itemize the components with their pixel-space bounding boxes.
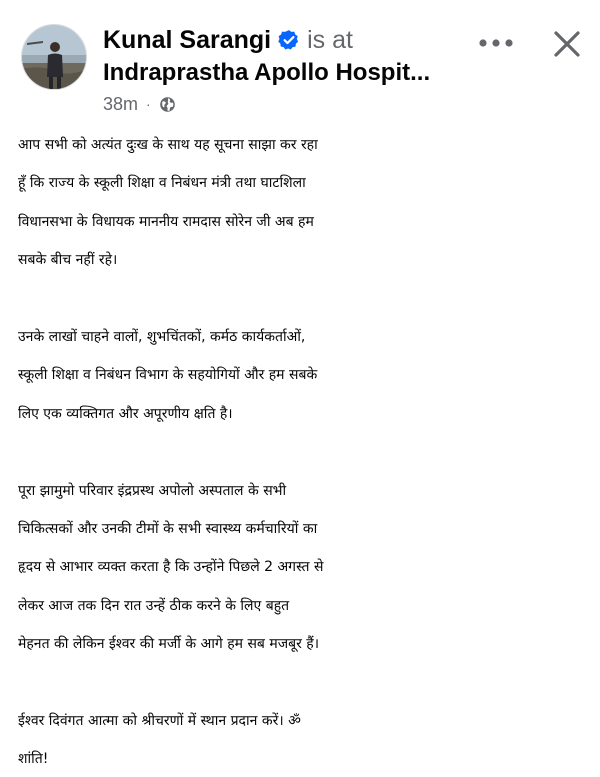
post-text-line: मेहनत की लेकिन ईश्वर की मर्जी के आगे हम सब मजबूर हैं।: [18, 636, 320, 653]
post-text-line: आप सभी को अत्यंत दुःख के साथ यह सूचना साझा कर रहा: [18, 137, 318, 153]
post-paragraph-1: [18, 126, 590, 280]
post-meta: [103, 92, 176, 116]
post-text-line: हूँ कि राज्य के स्कूली शिक्षा व निबंधन मंत्री तथा घाटशिला: [18, 175, 306, 192]
post-text-line: ईश्वर दिवंगत आत्मा को श्रीचरणों में स्थान प्रदान करें। ॐ: [18, 712, 301, 729]
post-timestamp[interactable]: 38m: [103, 93, 139, 114]
author-line: [103, 22, 353, 58]
close-button[interactable]: [545, 22, 589, 66]
more-horizontal-icon: [478, 38, 514, 48]
paragraph-spacer: [18, 663, 590, 701]
author-name[interactable]: Kunal Sarangi: [103, 25, 272, 54]
post-text-line: स्कूली शिक्षा व निबंधन विभाग के सहयोगियों और हम सबके: [18, 367, 318, 384]
post-text-line: सबके बीच नहीं रहे।: [18, 252, 118, 269]
post-text-line: लेकर आज तक दिन रात उन्हें ठीक करने के लिए बहुत: [18, 597, 290, 614]
post-text-line: हृदय से आभार व्यक्त करता है कि उन्होंने पिछले 2 अगस्त से: [18, 559, 324, 576]
post-text-line: विधानसभा के विधायक माननीय रामदास सोरेन जी अब हम: [18, 213, 314, 230]
is-at-text: is at: [307, 25, 353, 54]
meta-separator: ·: [146, 96, 151, 112]
post-text-line: चिकित्सकों और उनकी टीमों के सभी स्वास्थ्य कर्मचारियों का: [18, 520, 318, 537]
post-text-line: लिए एक व्यक्तिगत और अपूरणीय क्षति है।: [18, 405, 233, 422]
post-paragraph-4: [18, 702, 590, 777]
post-paragraph-3: [18, 472, 590, 664]
close-icon: [552, 29, 582, 59]
post-text-line: उनके लाखों चाहने वालों, शुभचिंतकों, कर्मठ कार्यकर्ताओं,: [18, 328, 306, 345]
more-options-button[interactable]: [472, 28, 520, 58]
location-link[interactable]: Indraprastha Apollo Hospit...: [103, 59, 431, 86]
post-text-line: पूरा झामुमो परिवार इंद्रप्रस्थ अपोलो अस्पताल के सभी: [18, 482, 287, 499]
paragraph-spacer: [18, 280, 590, 318]
verified-badge-icon: [278, 29, 300, 51]
paragraph-spacer: [18, 433, 590, 471]
avatar-photo: [22, 25, 87, 90]
post-body: [18, 126, 590, 777]
post-paragraph-2: [18, 318, 590, 433]
post-text-line: शांति!: [18, 751, 49, 768]
globe-icon[interactable]: [159, 96, 176, 113]
author-avatar[interactable]: [21, 24, 87, 90]
post-header: [0, 0, 600, 120]
